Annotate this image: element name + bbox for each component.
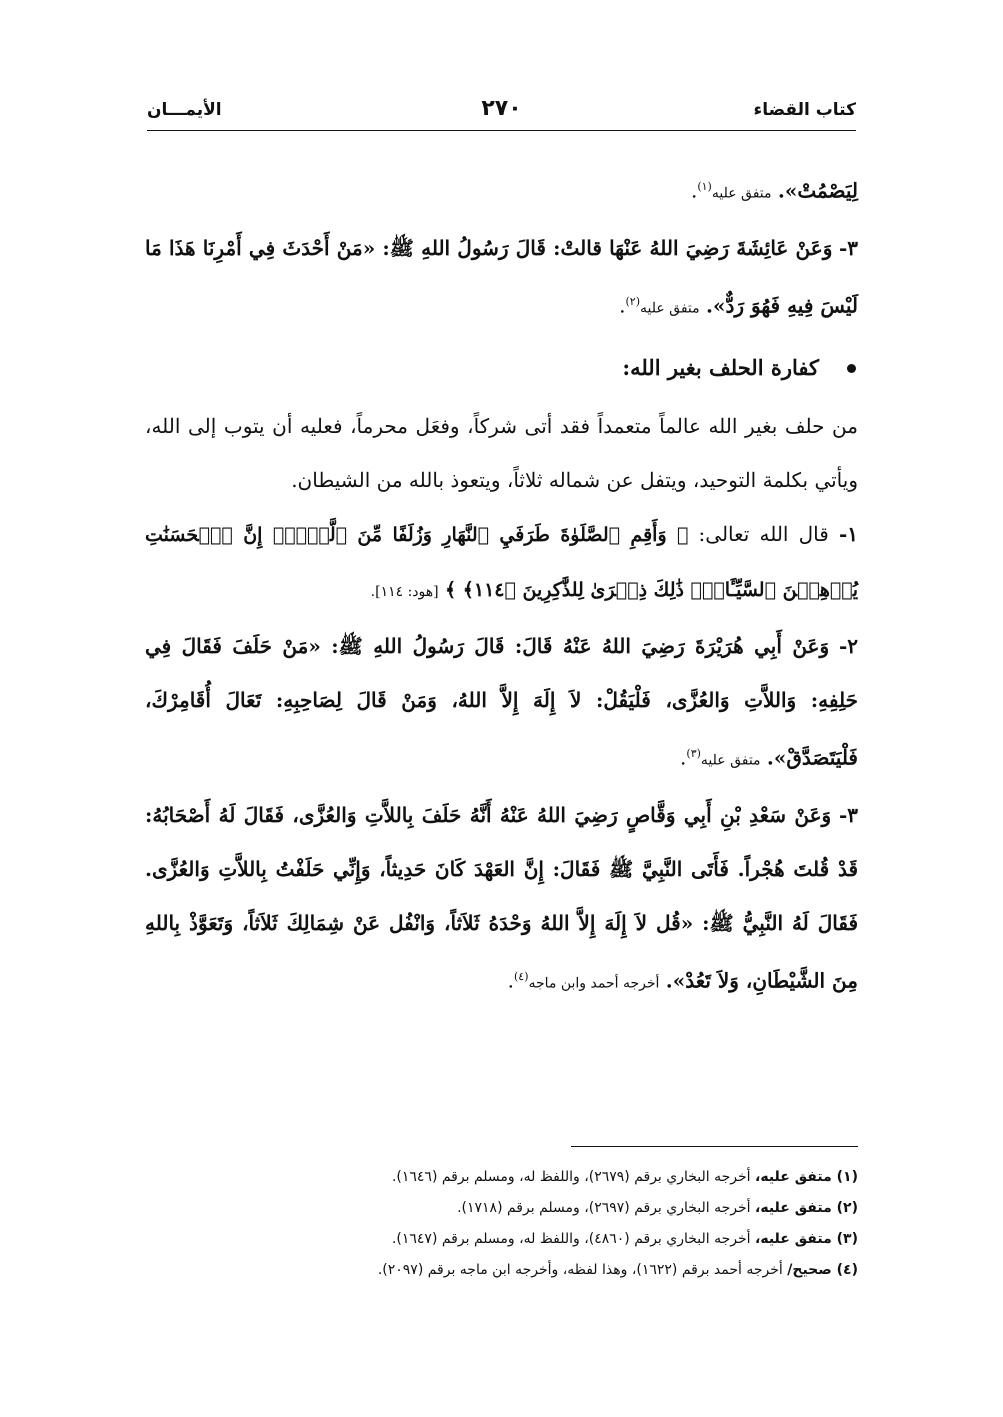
footnote-ref: (١) xyxy=(697,180,712,193)
ruling-paragraph: من حلف بغير الله عالماً متعمداً فقد أتى شركاً، وفعَل محرماً، فعليه أن يتوب إلى الله، ويأتي بكلمة التوحيد، ويتفل عن شماله ثلاثاً، ويتعوذ بالله من الشيطان. xyxy=(145,414,858,493)
footnote-divider xyxy=(571,1146,858,1147)
evidence-item xyxy=(145,507,858,619)
running-header xyxy=(147,96,856,131)
hadith-text: وَعَنْ أَبِي هُرَيْرَةَ رَضِيَ اللهُ عَنْهُ قَالَ: قَالَ رَسُولُ اللهِ ﷺ: «مَنْ حَلَفَ فَقَالَ فِي حَلِفِهِ: وَاللاَّتِ وَالعُزَّى، فَلْيَقُلْ: لاَ إِلَهَ إِلاَّ اللهُ، وَمَنْ قَالَ لِصَاحِبِهِ: تَعَالَ أُقَامِرْكَ، فَلْيَتَصَدَّقْ». xyxy=(145,634,858,770)
book-title: كتاب القضاء xyxy=(753,100,856,120)
hadith-item: ٢- وَعَنْ أَبِي هُرَيْرَةَ رَضِيَ اللهُ عَنْهُ قَالَ: قَالَ رَسُولُ اللهِ ﷺ: «مَنْ حَلَفَ فَقَالَ فِي حَلِفِهِ: وَاللاَّتِ وَالعُزَّى، فَلْيَقُلْ: لاَ إِلَهَ إِلاَّ اللهُ، وَمَنْ قَالَ لِصَاحِبِهِ: تَعَالَ أُقَامِرْكَ، فَلْيَتَصَدَّقْ». متفق عليه$^{(٣)}$. xyxy=(145,634,859,770)
grading-note: متفق عليه xyxy=(700,752,761,769)
hadith-text: لِيَصْمُتْ». xyxy=(777,178,858,203)
chapter-title: الأيمـــان xyxy=(147,100,222,120)
grading-note: أخرجه أحمد وابن ماجه xyxy=(528,975,660,992)
section-heading-text: كفارة الحلف بغير الله: xyxy=(622,355,819,381)
footnote-ref: (٤) xyxy=(513,969,529,983)
item-number: ٣- xyxy=(838,235,858,260)
main-text xyxy=(145,160,858,1011)
verse-intro: قال الله تعالى: xyxy=(698,522,829,547)
page-number: ٢٧٠ xyxy=(481,96,522,121)
hadith-item: ٣- وَعَنْ سَعْدِ بْنِ أَبِي وَقَّاصٍ رَضِيَ اللهُ عَنْهُ أَنَّهُ حَلَفَ بِاللاَّتِ وَالعُزَّى، فَقَالَ لَهُ أَصْحَابُهُ: قَدْ قُلتَ هُجْراً. فَأَتَى النَّبِيَّ ﷺ فَقَالَ: إِنَّ العَهْدَ كَانَ حَدِيثاً، وَإِنِّي حَلَفْتُ بِاللاَّتِ وَالعُزَّى. فَقَالَ لَهُ النَّبِيُّ ﷺ: «قُل لاَ إِلَهَ إِلاَّ اللهُ وَحْدَهُ ثَلاَثاً، وَانْفُل عَنْ شِمَالِكَ ثَلاَثاً، وَتَعَوَّذْ بِاللهِ مِنَ الشَّيْطَانِ، وَلاَ تَعُدْ». أخرجه أحمد وابن ماجه$^{(٤)}$. xyxy=(145,802,858,993)
continued-hadith: لِيَصْمُتْ». متفق عليه$^{(١)}$. xyxy=(690,178,858,203)
grading-note: متفق عليه xyxy=(640,300,700,317)
verse-citation: [هود: ١١٤]. xyxy=(370,584,439,601)
quran-verse: ﴿ وَأَقِمِ ٱلصَّلَوٰةَ طَرَفَيِ ٱلنَّهَارِ وَزُلَفًا مِّنَ ٱلَّيۡلِۚ إِنَّ ٱلۡحَسَنَٰتِ يُذۡهِبۡنَ ٱلسَّيِّـَٔاتِۚ ذَٰلِكَ ذِكۡرَىٰ لِلذَّٰكِرِينَ ﴿١١٤﴾ ﴾ xyxy=(145,524,858,602)
grading-note: متفق عليه xyxy=(711,185,772,202)
hadith-text: وَعَنْ عَائِشَةَ رَضِيَ اللهُ عَنْهَا قالتْ: قَالَ رَسُولُ اللهِ ﷺ: «مَنْ أَحْدَثَ فِي أَمْرِنَا هَذَا مَا لَيْسَ فِيهِ فَهُوَ رَدٌّ». xyxy=(145,235,858,318)
section-heading xyxy=(145,341,858,395)
footnote-item: (٤) صحيح/ أخرجه أحمد برقم (١٦٢٢)، وهذا لفظه، وأخرجه ابن ماجه برقم (٢٠٩٧). xyxy=(377,1262,858,1278)
hadith-item: ٣- وَعَنْ عَائِشَةَ رَضِيَ اللهُ عَنْهَا قالتْ: قَالَ رَسُولُ اللهِ ﷺ: «مَنْ أَحْدَثَ فِي أَمْرِنَا هَذَا مَا لَيْسَ فِيهِ فَهُوَ رَدٌّ». متفق عليه$^{(٢)}$. xyxy=(145,235,858,318)
footnote-ref: (٢) xyxy=(625,294,640,308)
item-number: ٣- xyxy=(838,802,858,827)
hadith-text: وَعَنْ سَعْدِ بْنِ أَبِي وَقَّاصٍ رَضِيَ اللهُ عَنْهُ أَنَّهُ حَلَفَ بِاللاَّتِ وَالعُزَّى، فَقَالَ لَهُ أَصْحَابُهُ: قَدْ قُلتَ هُجْراً. فَأَتَى النَّبِيَّ ﷺ فَقَالَ: إِنَّ العَهْدَ كَانَ حَدِيثاً، وَإِنِّي حَلَفْتُ بِاللاَّتِ وَالعُزَّى. فَقَالَ لَهُ النَّبِيُّ ﷺ: «قُل لاَ إِلَهَ إِلاَّ اللهُ وَحْدَهُ ثَلاَثاً، وَانْفُل عَنْ شِمَالِكَ ثَلاَثاً، وَتَعَوَّذْ بِاللهِ مِنَ الشَّيْطَانِ، وَلاَ تَعُدْ». xyxy=(145,802,858,993)
item-number: ١- xyxy=(838,522,859,547)
footnote-item: (١) متفق عليه، أخرجه البخاري برقم (٢٦٧٩)، واللفظ له، ومسلم برقم (١٦٤٦). xyxy=(391,1169,858,1185)
footnote-item: (٢) متفق عليه، أخرجه البخاري برقم (٢٦٩٧)، ومسلم برقم (١٧١٨). xyxy=(457,1200,858,1216)
footnotes xyxy=(145,1162,858,1286)
footnote-ref: (٣) xyxy=(686,747,701,761)
item-number: ٢- xyxy=(838,634,859,659)
footnote-item: (٣) متفق عليه، أخرجه البخاري برقم (٤٨٦٠)، واللفظ له، ومسلم برقم (١٦٤٧). xyxy=(391,1231,858,1247)
bullet-icon xyxy=(847,364,856,373)
